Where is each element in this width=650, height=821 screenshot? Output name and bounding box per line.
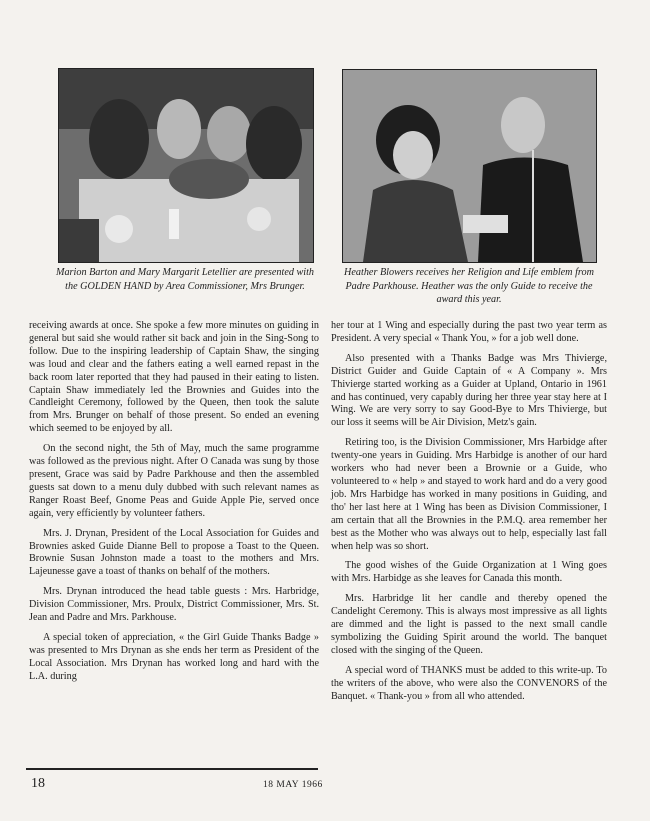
right-paragraph: Also presented with a Thanks Badge was Mrs Thivierge, District Guider and Guide Captain of « A Company ». Mrs Thivierge started working as a Guider at Upland, Ontario in 1961 and has continued, very capably during her three year stay here at I Wing. We are very sorry to say Good-Bye to Mrs Thivierge, but our loss it seems will be Air Division, Metz's gain. (331, 352, 607, 429)
issue-date: 18 MAY 1966 (263, 780, 323, 790)
left-paragraph: On the second night, the 5th of May, much the same programme was followed as the previous night. After O Canada was sung by those present, Grace was said by Padre Parkhouse and then the assembled guests sat down to a menu duly dubbed with such relevant names as Ranger Roast Beef, Gnome Peas and Guide Apple Pie, served once again, very efficiently by volunteer fathers. (29, 443, 319, 519)
right-paragraph: A special word of THANKS must be added to this write-up. To the writers of the above, who were also the CONVENORS of the Banquet. « Thank-you » from all who attended. (331, 664, 607, 702)
right-paragraph: The good wishes of the Guide Organization at 1 Wing goes with Mrs. Harbidge as she leaves for Canada this month. (331, 560, 607, 585)
left-paragraph: Mrs. Drynan introduced the head table guests : Mrs. Harbridge, Division Commissioner, Mrs. Proulx, District Commissioner, Mrs. St. Jean and Padre and Mrs. Parkhouse. (29, 586, 319, 624)
left-paragraph: receiving awards at once. She spoke a few more minutes on guiding in general but said she would rather sit back and join in the Sing-Song to follow. Due to the inspiring leadership of Captain Shaw, the singing was loud and clear and the fathers eating a well earned repast in the back room later reported that they had paused in their eating to listen. Captain Shaw immediately led the Brownies and Guides into the Candleight Ceremony, followed by the Queen, then took the salute from Mrs. Brunger on behalf of those present. So ended an evening which seemed to be enjoyed by all. (29, 320, 319, 435)
banquet-photo (58, 68, 314, 263)
banquet-photo-image (59, 69, 313, 262)
right-text-column (331, 320, 607, 710)
right-paragraph: her tour at 1 Wing and especially during the past two year term as President. A very special « Thank You, » for a job well done. (331, 320, 607, 344)
footer-rule (26, 768, 318, 770)
page-number: 18 (31, 776, 45, 791)
award-photo-image (343, 70, 596, 262)
award-photo (342, 69, 597, 263)
right-photo-caption: Heather Blowers receives her Religion and Life emblem from Padre Parkhouse. Heather was the only Guide to receive the award this year. (344, 267, 594, 305)
left-paragraph: A special token of appreciation, « the Girl Guide Thanks Badge » was presented to Mrs Drynan as she ends her term as President of the Local Association. Mrs Drynan has worked long and hard with the L.A. during (29, 631, 319, 682)
right-paragraph: Mrs. Harbridge lit her candle and thereby opened the Candelight Ceremony. This is always most impressive as all lights are dimmed and the light is passed to the next small candle symbolizing the Guiding Spirit around the world. The banquet closed with the singing of the Queen. (331, 593, 607, 656)
left-photo-caption: Marion Barton and Mary Margarit Letellier are presented with the GOLDEN HAND by Area Commissioner, Mrs Brunger. (55, 267, 315, 292)
left-text-column (29, 320, 319, 691)
right-paragraph: Retiring too, is the Division Commissioner, Mrs Harbidge after twenty-one years in Guiding. Mrs Harbidge is another of our hard workers who had never been a Brownie or a Guide, who volunteered to « help » and stayed to work hard and do a very good job. Mrs Harbidge has worked in many positions in Guiding, and tho' her last here at 1 Wing has been as Division Commissioner, I am certain that all the Brownies in the P.M.Q. area remember her best as the Mother who was always out to help, especially last fall when help was so short. (331, 437, 607, 552)
left-paragraph: Mrs. J. Drynan, President of the Local Association for Guides and Brownies asked Guide Dianne Bell to propose a Toast to the Queen. Brownie Susan Johnston made a toast to the mothers and Mrs. Lajeunesse gave a toast of thanks on behalf of the mothers. (29, 527, 319, 578)
